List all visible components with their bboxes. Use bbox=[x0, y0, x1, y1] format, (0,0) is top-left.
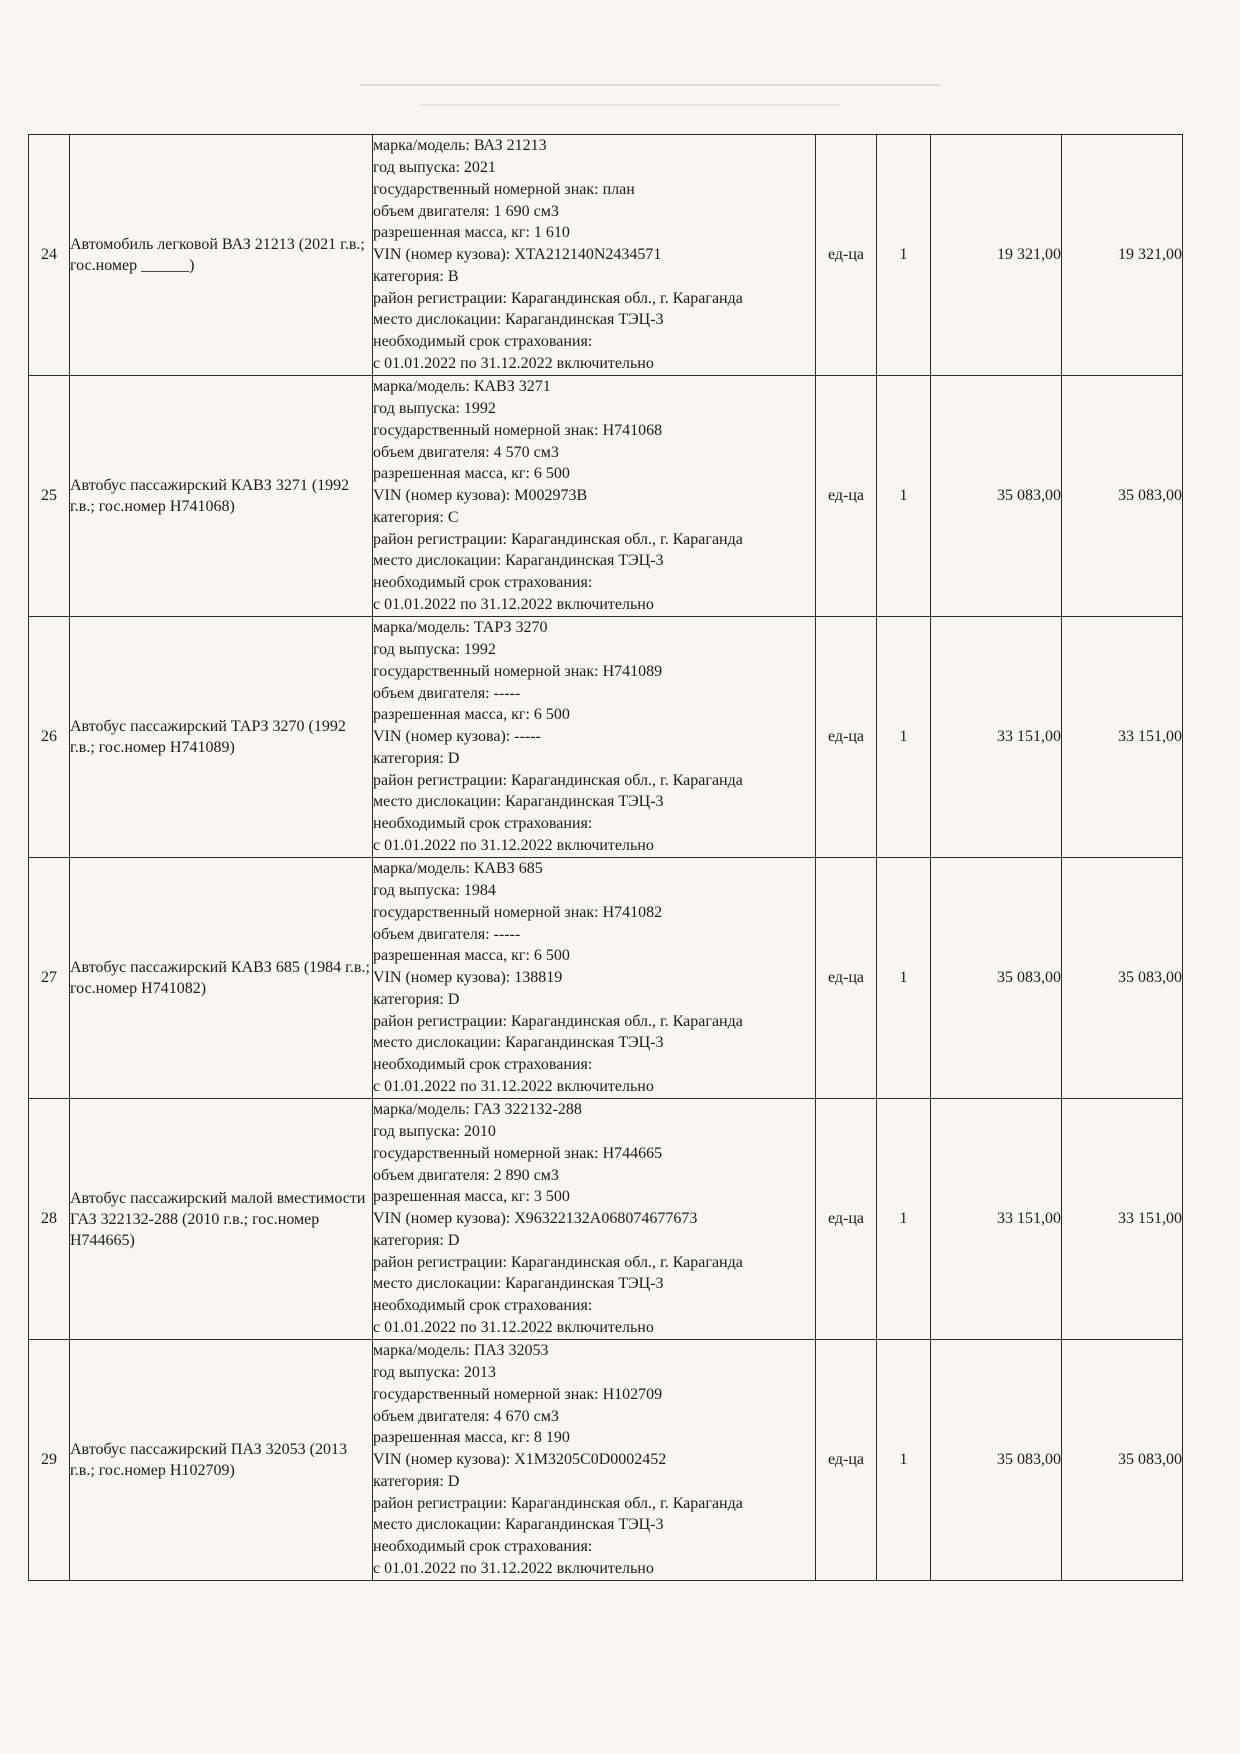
spec-line: с 01.01.2022 по 31.12.2022 включительно bbox=[373, 1319, 654, 1337]
spec-line: марка/модель: КАВЗ 685 bbox=[373, 860, 543, 878]
table-row bbox=[29, 617, 1183, 858]
spec-line: марка/модель: ВАЗ 21213 bbox=[373, 137, 547, 155]
vehicles-table-body bbox=[29, 135, 1183, 1581]
total-amount: 19 321,00 bbox=[1062, 135, 1183, 376]
spec-line: VIN (номер кузова): X1M3205C0D0002452 bbox=[373, 1451, 667, 1469]
total-amount: 35 083,00 bbox=[1062, 376, 1183, 617]
unit-of-measure: ед-ца bbox=[816, 135, 877, 376]
row-number: 28 bbox=[29, 1099, 70, 1340]
spec-line: год выпуска: 2010 bbox=[373, 1122, 496, 1140]
spec-line: место дислокации: Карагандинская ТЭЦ-3 bbox=[373, 1275, 664, 1293]
vehicle-specs bbox=[373, 1340, 816, 1581]
spec-line: место дислокации: Карагандинская ТЭЦ-3 bbox=[373, 1034, 664, 1052]
spec-line: VIN (номер кузова): ----- bbox=[373, 728, 541, 746]
unit-price: 19 321,00 bbox=[931, 135, 1062, 376]
spec-line: место дислокации: Карагандинская ТЭЦ-3 bbox=[373, 1516, 664, 1534]
spec-line: необходимый срок страхования: bbox=[373, 1297, 593, 1315]
spec-line: год выпуска: 1992 bbox=[373, 640, 496, 658]
unit-price: 35 083,00 bbox=[931, 858, 1062, 1099]
spec-line: необходимый срок страхования: bbox=[373, 574, 593, 592]
spec-line: марка/модель: ТАРЗ 3270 bbox=[373, 619, 548, 637]
spec-line: разрешенная масса, кг: 8 190 bbox=[373, 1429, 570, 1447]
row-number: 27 bbox=[29, 858, 70, 1099]
table-row bbox=[29, 858, 1183, 1099]
spec-line: объем двигателя: ----- bbox=[373, 684, 521, 702]
spec-line: год выпуска: 1984 bbox=[373, 881, 496, 899]
unit-price: 33 151,00 bbox=[931, 617, 1062, 858]
spec-line: с 01.01.2022 по 31.12.2022 включительно bbox=[373, 355, 654, 373]
spec-line: год выпуска: 1992 bbox=[373, 399, 496, 417]
spec-line: объем двигателя: 4 670 см3 bbox=[373, 1407, 559, 1425]
quantity: 1 bbox=[877, 617, 931, 858]
vehicle-specs bbox=[373, 617, 816, 858]
total-amount: 33 151,00 bbox=[1062, 1099, 1183, 1340]
row-number: 26 bbox=[29, 617, 70, 858]
quantity: 1 bbox=[877, 1099, 931, 1340]
spec-line: место дислокации: Карагандинская ТЭЦ-3 bbox=[373, 311, 664, 329]
spec-line: VIN (номер кузова): М002973В bbox=[373, 487, 588, 505]
spec-line: разрешенная масса, кг: 6 500 bbox=[373, 465, 570, 483]
vehicle-specs bbox=[373, 135, 816, 376]
quantity: 1 bbox=[877, 1340, 931, 1581]
spec-line: место дислокации: Карагандинская ТЭЦ-3 bbox=[373, 552, 664, 570]
spec-line: с 01.01.2022 по 31.12.2022 включительно bbox=[373, 1560, 654, 1578]
vehicle-specs bbox=[373, 858, 816, 1099]
scan-artifact-top-2 bbox=[420, 104, 840, 106]
total-amount: 35 083,00 bbox=[1062, 1340, 1183, 1581]
spec-line: с 01.01.2022 по 31.12.2022 включительно bbox=[373, 1078, 654, 1096]
spec-line: район регистрации: Карагандинская обл., г. Караганда bbox=[373, 289, 743, 307]
vehicle-specs bbox=[373, 376, 816, 617]
spec-line: необходимый срок страхования: bbox=[373, 1538, 593, 1556]
vehicle-name: Автомобиль легковой ВАЗ 21213 (2021 г.в.; гос.номер ______) bbox=[70, 135, 373, 376]
spec-line: разрешенная масса, кг: 3 500 bbox=[373, 1188, 570, 1206]
unit-of-measure: ед-ца bbox=[816, 858, 877, 1099]
table-row bbox=[29, 376, 1183, 617]
spec-line: разрешенная масса, кг: 1 610 bbox=[373, 224, 570, 242]
spec-line: район регистрации: Карагандинская обл., г. Караганда bbox=[373, 530, 743, 548]
spec-line: VIN (номер кузова): XTA212140N2434571 bbox=[373, 246, 662, 264]
spec-line: объем двигателя: 4 570 см3 bbox=[373, 443, 559, 461]
spec-line: объем двигателя: ----- bbox=[373, 925, 521, 943]
spec-line: разрешенная масса, кг: 6 500 bbox=[373, 947, 570, 965]
quantity: 1 bbox=[877, 858, 931, 1099]
unit-price: 35 083,00 bbox=[931, 376, 1062, 617]
spec-line: государственный номерной знак: Н102709 bbox=[373, 1385, 663, 1403]
spec-line: район регистрации: Карагандинская обл., г. Караганда bbox=[373, 771, 743, 789]
spec-line: район регистрации: Карагандинская обл., г. Караганда bbox=[373, 1012, 743, 1030]
row-number: 29 bbox=[29, 1340, 70, 1581]
spec-line: район регистрации: Карагандинская обл., г. Караганда bbox=[373, 1494, 743, 1512]
table-row bbox=[29, 135, 1183, 376]
total-amount: 33 151,00 bbox=[1062, 617, 1183, 858]
row-number: 25 bbox=[29, 376, 70, 617]
spec-line: категория: D bbox=[373, 1472, 460, 1490]
spec-line: государственный номерной знак: Н741068 bbox=[373, 421, 663, 439]
spec-line: VIN (номер кузова): 138819 bbox=[373, 969, 563, 987]
vehicle-name: Автобус пассажирский ПАЗ 32053 (2013 г.в.; гос.номер Н102709) bbox=[70, 1340, 373, 1581]
spec-line: разрешенная масса, кг: 6 500 bbox=[373, 706, 570, 724]
spec-line: государственный номерной знак: Н741082 bbox=[373, 903, 663, 921]
spec-line: государственный номерной знак: Н744665 bbox=[373, 1144, 663, 1162]
vehicle-name: Автобус пассажирский КАВЗ 3271 (1992 г.в.; гос.номер Н741068) bbox=[70, 376, 373, 617]
spec-line: категория: D bbox=[373, 749, 460, 767]
spec-line: с 01.01.2022 по 31.12.2022 включительно bbox=[373, 837, 654, 855]
scan-artifact-top bbox=[360, 84, 940, 86]
spec-line: категория: D bbox=[373, 1231, 460, 1249]
vehicles-table bbox=[28, 134, 1183, 1581]
total-amount: 35 083,00 bbox=[1062, 858, 1183, 1099]
spec-line: необходимый срок страхования: bbox=[373, 1056, 593, 1074]
spec-line: объем двигателя: 2 890 см3 bbox=[373, 1166, 559, 1184]
unit-of-measure: ед-ца bbox=[816, 1099, 877, 1340]
spec-line: категория: В bbox=[373, 267, 459, 285]
vehicle-specs bbox=[373, 1099, 816, 1340]
spec-line: категория: С bbox=[373, 508, 459, 526]
unit-of-measure: ед-ца bbox=[816, 376, 877, 617]
quantity: 1 bbox=[877, 376, 931, 617]
table-row bbox=[29, 1340, 1183, 1581]
vehicle-name: Автобус пассажирский ТАРЗ 3270 (1992 г.в.; гос.номер Н741089) bbox=[70, 617, 373, 858]
spec-line: марка/модель: ГАЗ 322132-288 bbox=[373, 1101, 582, 1119]
unit-of-measure: ед-ца bbox=[816, 617, 877, 858]
spec-line: необходимый срок страхования: bbox=[373, 333, 593, 351]
row-number: 24 bbox=[29, 135, 70, 376]
vehicle-name: Автобус пассажирский малой вместимости ГАЗ 322132-288 (2010 г.в.; гос.номер Н744665) bbox=[70, 1099, 373, 1340]
spec-line: категория: D bbox=[373, 990, 460, 1008]
spec-line: с 01.01.2022 по 31.12.2022 включительно bbox=[373, 596, 654, 614]
spec-line: район регистрации: Карагандинская обл., г. Караганда bbox=[373, 1253, 743, 1271]
unit-of-measure: ед-ца bbox=[816, 1340, 877, 1581]
quantity: 1 bbox=[877, 135, 931, 376]
spec-line: место дислокации: Карагандинская ТЭЦ-3 bbox=[373, 793, 664, 811]
unit-price: 33 151,00 bbox=[931, 1099, 1062, 1340]
spec-line: государственный номерной знак: план bbox=[373, 180, 635, 198]
spec-line: необходимый срок страхования: bbox=[373, 815, 593, 833]
spec-line: год выпуска: 2021 bbox=[373, 158, 496, 176]
spec-line: объем двигателя: 1 690 см3 bbox=[373, 202, 559, 220]
spec-line: государственный номерной знак: Н741089 bbox=[373, 662, 663, 680]
spec-line: год выпуска: 2013 bbox=[373, 1363, 496, 1381]
spec-line: марка/модель: КАВЗ 3271 bbox=[373, 378, 551, 396]
table-row bbox=[29, 1099, 1183, 1340]
spec-line: VIN (номер кузова): X96322132A068074677673 bbox=[373, 1210, 698, 1228]
spec-line: марка/модель: ПАЗ 32053 bbox=[373, 1342, 549, 1360]
vehicle-name: Автобус пассажирский КАВЗ 685 (1984 г.в.; гос.номер Н741082) bbox=[70, 858, 373, 1099]
unit-price: 35 083,00 bbox=[931, 1340, 1062, 1581]
